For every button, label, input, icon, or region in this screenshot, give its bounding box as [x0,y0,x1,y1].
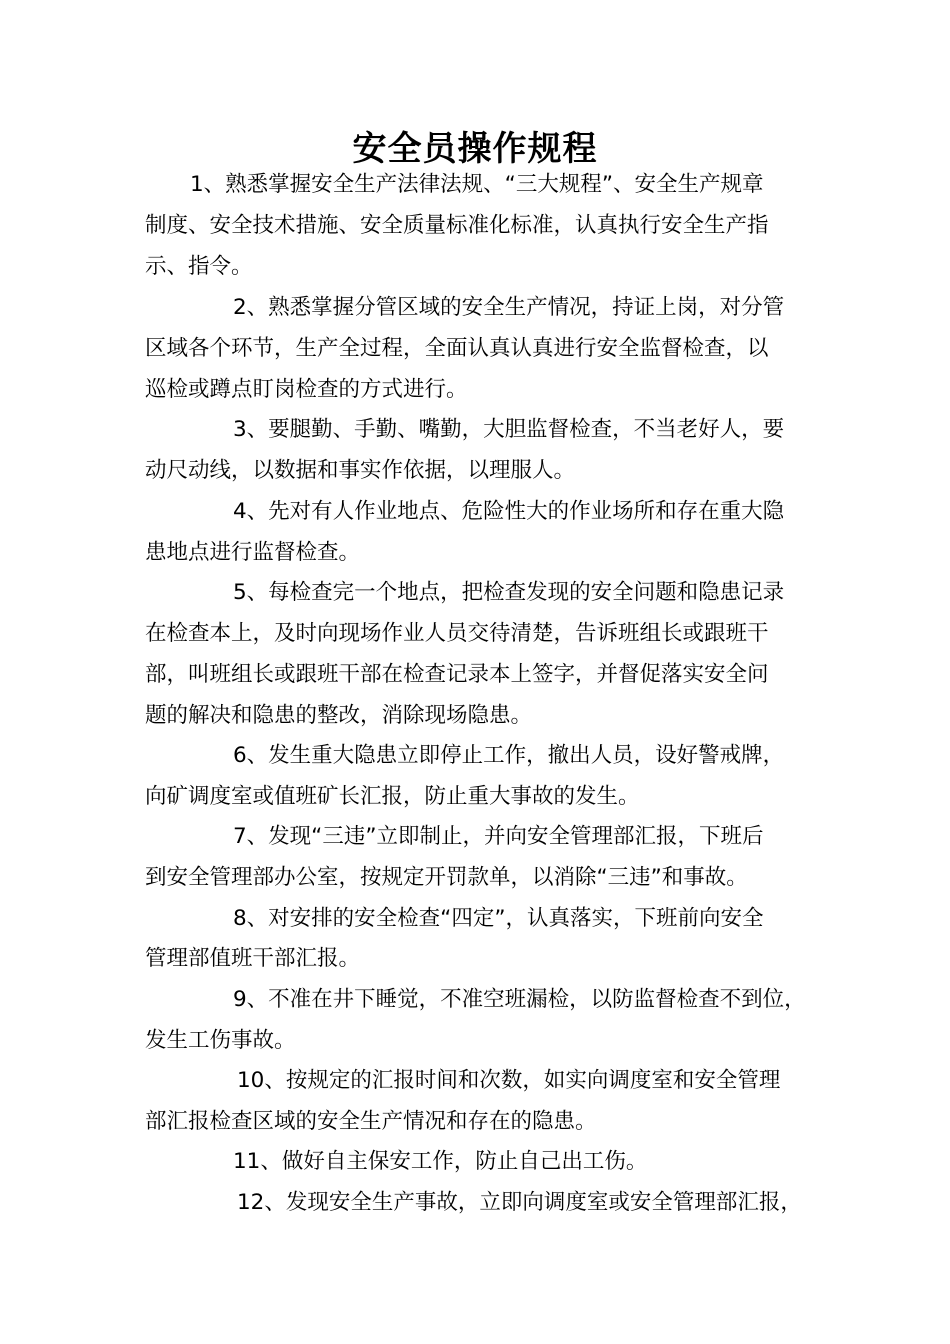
text-line: 8、对安排的安全检查“四定”，认真落实，下班前向安全 [233,906,764,931]
text-line: 4、先对有人作业地点、危险性大的作业场所和存在重大隐 [233,499,785,524]
text-line: 患地点进行监督检查。 [145,540,361,565]
text-line: 向矿调度室或值班矿长汇报，防止重大事故的发生。 [145,784,640,809]
text-line: 发生工伤事故。 [145,1028,296,1053]
text-line: 巡检或蹲点盯岗检查的方式进行。 [145,377,468,402]
text-line: 制度、安全技术措施、安全质量标准化标准，认真执行安全生产指 [145,213,769,238]
text-line: 6、发生重大隐患立即停止工作，撤出人员，设好警戒牌， [233,743,785,768]
text-line: 12、发现安全生产事故，立即向调度室或安全管理部汇报， [237,1190,802,1215]
text-line: 11、做好自主保安工作，防止自己出工伤。 [233,1149,648,1174]
text-line: 管理部值班干部汇报。 [145,946,361,971]
text-line: 7、发现“三违”立即制止，并向安全管理部汇报，下班后 [233,824,764,849]
text-line: 9、不准在井下睡觉，不准空班漏检，以防监督检查不到位， [233,987,806,1012]
text-line: 部，叫班组长或跟班干部在检查记录本上签字，并督促落实安全问 [145,662,769,687]
document-title: 安全员操作规程 [352,129,598,169]
text-line: 区域各个环节，生产全过程，全面认真认真进行安全监督检查，以 [145,336,769,361]
text-line: 部汇报检查区域的安全生产情况和存在的隐患。 [145,1109,597,1134]
text-line: 示、指令。 [145,254,253,279]
text-line: 动尺动线，以数据和事实作依据，以理服人。 [145,458,576,483]
text-line: 3、要腿勤、手勤、嘴勤，大胆监督检查，不当老好人，要 [233,417,785,442]
text-line: 在检查本上，及时向现场作业人员交待清楚，告诉班组长或跟班干 [145,621,769,646]
text-line: 题的解决和隐患的整改，消除现场隐患。 [145,703,533,728]
text-line: 5、每检查完一个地点，把检查发现的安全问题和隐患记录 [233,580,785,605]
text-line: 10、按规定的汇报时间和次数，如实向调度室和安全管理 [237,1068,781,1093]
text-line: 2、熟悉掌握分管区域的安全生产情况，持证上岗，对分管 [233,295,785,320]
text-line: 1、熟悉掌握安全生产法律法规、“三大规程”、安全生产规章 [190,172,764,197]
text-line: 到安全管理部办公室，按规定开罚款单，以消除“三违”和事故。 [145,865,748,890]
